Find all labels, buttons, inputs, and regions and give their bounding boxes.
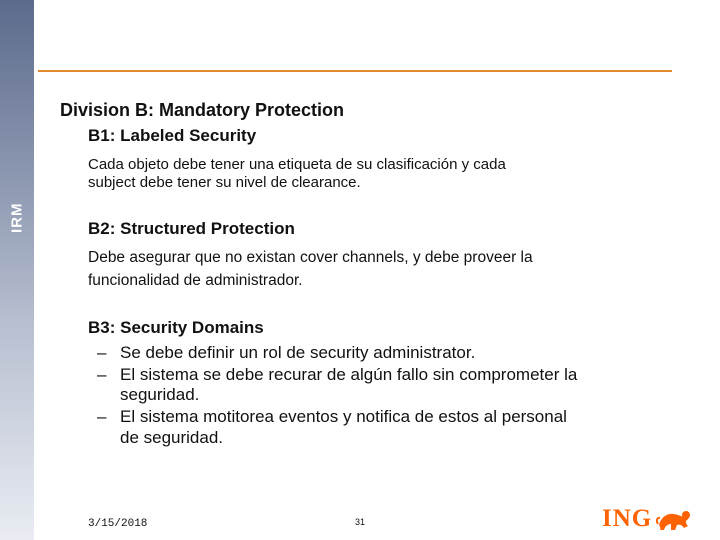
division-title: Division B: Mandatory Protection — [60, 100, 345, 120]
b3-bullet-1-line-1: Se debe definir un rol de security administrator. — [120, 343, 476, 362]
b3-bullet-3-line-2: de seguridad. — [120, 428, 224, 447]
sidebar-label: IRM — [8, 202, 26, 234]
bullet-dash: – — [97, 365, 107, 384]
header-divider — [38, 70, 672, 72]
ing-logo — [602, 505, 692, 533]
footer-date: 3/15/2018 — [88, 518, 148, 530]
b3-bullet-3-line-1: El sistema motitorea eventos y notifica de estos al personal — [120, 407, 567, 426]
b1-line-2: subject debe tener su nivel de clearance. — [88, 174, 361, 191]
b1-line-1: Cada objeto debe tener una etiqueta de su clasificación y cada — [88, 156, 506, 173]
b2-line-1: Debe asegurar que no existan cover channels, y debe proveer la — [88, 249, 533, 266]
b2-line-2: funcionalidad de administrador. — [88, 272, 303, 289]
b3-title: B3: Security Domains — [88, 318, 264, 337]
b2-title: B2: Structured Protection — [88, 219, 295, 238]
b1-title: B1: Labeled Security — [88, 126, 257, 145]
page-number: 31 — [355, 517, 366, 527]
sidebar-bar — [0, 0, 34, 540]
bullet-dash: – — [97, 343, 107, 362]
logo-text: ING — [602, 505, 653, 532]
lion-icon — [656, 505, 692, 533]
bullet-dash: – — [97, 407, 107, 426]
b3-bullet-2-line-2: seguridad. — [120, 385, 200, 404]
b3-bullet-2-line-1: El sistema se debe recurar de algún fallo sin comprometer la — [120, 365, 578, 384]
